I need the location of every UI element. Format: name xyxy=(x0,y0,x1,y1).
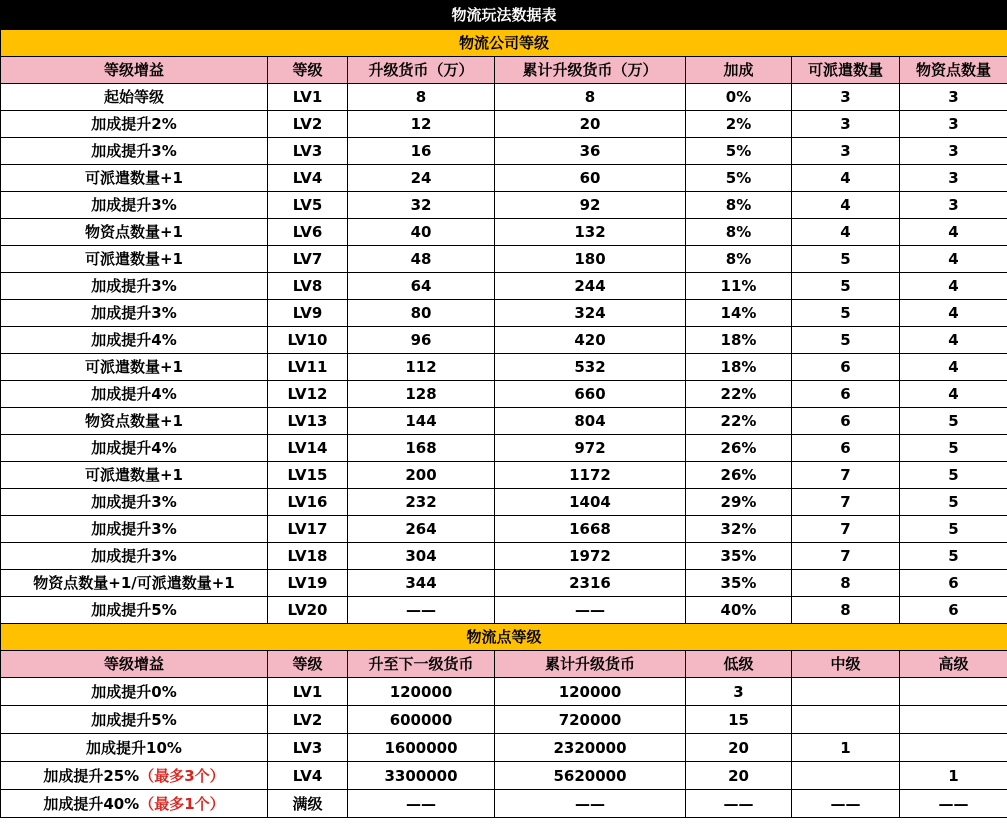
total-cost-cell: 132 xyxy=(495,219,686,246)
total-cost-cell: 20 xyxy=(495,111,686,138)
upgrade-cost-cell: 232 xyxy=(348,489,495,516)
gain-cell xyxy=(1,678,268,706)
gain-cell: 加成提升4% xyxy=(1,435,268,462)
bonus-cell: 8% xyxy=(686,192,792,219)
level-cell: LV13 xyxy=(268,408,348,435)
column-header: 等级 xyxy=(268,57,348,84)
company-table-row xyxy=(1,273,1007,300)
bonus-cell: 2% xyxy=(686,111,792,138)
column-header: 高级 xyxy=(900,651,1007,678)
total-cost-cell: 720000 xyxy=(495,706,686,734)
gain-cell xyxy=(1,762,268,790)
level-cell: LV15 xyxy=(268,462,348,489)
gain-cell: 物资点数量+1/可派遣数量+1 xyxy=(1,570,268,597)
mid-tier-cell xyxy=(792,706,900,734)
mid-tier-cell xyxy=(792,678,900,706)
company-table-row xyxy=(1,462,1007,489)
upgrade-cost-cell: 64 xyxy=(348,273,495,300)
next-level-cost-cell: —— xyxy=(348,790,495,818)
total-cost-cell: 1668 xyxy=(495,516,686,543)
level-cell: LV11 xyxy=(268,354,348,381)
dispatch-count-cell: 4 xyxy=(792,165,900,192)
company-table-row xyxy=(1,354,1007,381)
point-section-title: 物流点等级 xyxy=(1,624,1007,651)
bonus-cell: 5% xyxy=(686,165,792,192)
level-cell: LV5 xyxy=(268,192,348,219)
upgrade-cost-cell: 24 xyxy=(348,165,495,192)
level-cell: LV4 xyxy=(268,762,348,790)
upgrade-cost-cell: 8 xyxy=(348,84,495,111)
level-cell: LV1 xyxy=(268,678,348,706)
gain-cell: 物资点数量+1 xyxy=(1,219,268,246)
bonus-cell: 40% xyxy=(686,597,792,624)
bonus-cell: 14% xyxy=(686,300,792,327)
supply-point-count-cell: 4 xyxy=(900,354,1007,381)
mid-tier-cell xyxy=(792,762,900,790)
dispatch-count-cell: 7 xyxy=(792,462,900,489)
total-cost-cell: 2316 xyxy=(495,570,686,597)
gain-cell: 加成提升3% xyxy=(1,192,268,219)
upgrade-cost-cell: 12 xyxy=(348,111,495,138)
high-tier-cell xyxy=(900,734,1007,762)
level-cell: LV20 xyxy=(268,597,348,624)
supply-point-count-cell: 3 xyxy=(900,165,1007,192)
dispatch-count-cell: 6 xyxy=(792,381,900,408)
dispatch-count-cell: 5 xyxy=(792,327,900,354)
supply-point-count-cell: 3 xyxy=(900,138,1007,165)
gain-cell: 加成提升3% xyxy=(1,273,268,300)
company-table-row xyxy=(1,570,1007,597)
total-cost-cell: 532 xyxy=(495,354,686,381)
supply-point-count-cell: 4 xyxy=(900,381,1007,408)
gain-cell: 加成提升4% xyxy=(1,327,268,354)
point-table-row xyxy=(1,762,1007,790)
gain-cell: 加成提升3% xyxy=(1,138,268,165)
supply-point-count-cell: 5 xyxy=(900,516,1007,543)
mid-tier-cell: —— xyxy=(792,790,900,818)
supply-point-count-cell: 5 xyxy=(900,462,1007,489)
company-section-row xyxy=(1,30,1007,57)
company-table-row xyxy=(1,327,1007,354)
level-cell: LV19 xyxy=(268,570,348,597)
high-tier-cell xyxy=(900,706,1007,734)
upgrade-cost-cell: 200 xyxy=(348,462,495,489)
company-table-row xyxy=(1,516,1007,543)
dispatch-count-cell: 3 xyxy=(792,111,900,138)
upgrade-cost-cell: 96 xyxy=(348,327,495,354)
next-level-cost-cell: 120000 xyxy=(348,678,495,706)
level-cell: 满级 xyxy=(268,790,348,818)
next-level-cost-cell: 600000 xyxy=(348,706,495,734)
total-cost-cell: 180 xyxy=(495,246,686,273)
total-cost-cell: 60 xyxy=(495,165,686,192)
company-table-row xyxy=(1,381,1007,408)
point-table-row xyxy=(1,790,1007,818)
column-header: 加成 xyxy=(686,57,792,84)
column-header: 可派遣数量 xyxy=(792,57,900,84)
bonus-cell: 29% xyxy=(686,489,792,516)
gain-cell: 加成提升5% xyxy=(1,597,268,624)
bonus-cell: 8% xyxy=(686,246,792,273)
dispatch-count-cell: 6 xyxy=(792,408,900,435)
bonus-cell: 0% xyxy=(686,84,792,111)
level-cell: LV12 xyxy=(268,381,348,408)
total-cost-cell: 324 xyxy=(495,300,686,327)
supply-point-count-cell: 3 xyxy=(900,84,1007,111)
upgrade-cost-cell: 304 xyxy=(348,543,495,570)
dispatch-count-cell: 4 xyxy=(792,192,900,219)
supply-point-count-cell: 4 xyxy=(900,300,1007,327)
supply-point-count-cell: 4 xyxy=(900,246,1007,273)
dispatch-count-cell: 5 xyxy=(792,300,900,327)
max-count-note: （最多3个） xyxy=(139,766,225,785)
dispatch-count-cell: 7 xyxy=(792,489,900,516)
company-table-row xyxy=(1,246,1007,273)
level-cell: LV16 xyxy=(268,489,348,516)
level-cell: LV14 xyxy=(268,435,348,462)
high-tier-cell: —— xyxy=(900,790,1007,818)
gain-cell: 加成提升3% xyxy=(1,543,268,570)
upgrade-cost-cell: 168 xyxy=(348,435,495,462)
column-header: 等级增益 xyxy=(1,651,268,678)
supply-point-count-cell: 3 xyxy=(900,111,1007,138)
level-cell: LV4 xyxy=(268,165,348,192)
level-cell: LV6 xyxy=(268,219,348,246)
total-cost-cell: 2320000 xyxy=(495,734,686,762)
company-table-row xyxy=(1,84,1007,111)
company-section-title: 物流公司等级 xyxy=(1,30,1007,57)
company-table-row xyxy=(1,597,1007,624)
level-cell: LV17 xyxy=(268,516,348,543)
dispatch-count-cell: 7 xyxy=(792,543,900,570)
gain-cell: 可派遣数量+1 xyxy=(1,246,268,273)
low-tier-cell: 20 xyxy=(686,734,792,762)
total-cost-cell: 972 xyxy=(495,435,686,462)
bonus-cell: 26% xyxy=(686,462,792,489)
low-tier-cell: —— xyxy=(686,790,792,818)
total-cost-cell: 5620000 xyxy=(495,762,686,790)
company-table-row xyxy=(1,219,1007,246)
total-cost-cell: 1404 xyxy=(495,489,686,516)
level-cell: LV2 xyxy=(268,111,348,138)
company-table-row xyxy=(1,300,1007,327)
column-header: 物资点数量 xyxy=(900,57,1007,84)
upgrade-cost-cell: 128 xyxy=(348,381,495,408)
gain-text: 加成提升25% xyxy=(43,766,140,785)
gain-cell: 可派遣数量+1 xyxy=(1,462,268,489)
gain-text: 加成提升0% xyxy=(91,682,177,701)
gain-cell: 加成提升4% xyxy=(1,381,268,408)
total-cost-cell: 804 xyxy=(495,408,686,435)
next-level-cost-cell: 1600000 xyxy=(348,734,495,762)
total-cost-cell: 1172 xyxy=(495,462,686,489)
high-tier-cell: 1 xyxy=(900,762,1007,790)
total-cost-cell: —— xyxy=(495,790,686,818)
bonus-cell: 18% xyxy=(686,354,792,381)
gain-text: 加成提升10% xyxy=(86,738,182,757)
dispatch-count-cell: 3 xyxy=(792,84,900,111)
column-header: 累计升级货币（万） xyxy=(495,57,686,84)
gain-text: 加成提升5% xyxy=(91,710,177,729)
total-cost-cell: 244 xyxy=(495,273,686,300)
level-cell: LV8 xyxy=(268,273,348,300)
company-table-row xyxy=(1,408,1007,435)
bonus-cell: 8% xyxy=(686,219,792,246)
company-table-row xyxy=(1,192,1007,219)
supply-point-count-cell: 5 xyxy=(900,489,1007,516)
gain-cell xyxy=(1,706,268,734)
low-tier-cell: 3 xyxy=(686,678,792,706)
level-cell: LV2 xyxy=(268,706,348,734)
point-table-row xyxy=(1,734,1007,762)
upgrade-cost-cell: —— xyxy=(348,597,495,624)
total-cost-cell: 36 xyxy=(495,138,686,165)
column-header: 升级货币（万） xyxy=(348,57,495,84)
table-title: 物流玩法数据表 xyxy=(1,1,1007,30)
dispatch-count-cell: 4 xyxy=(792,219,900,246)
gain-cell xyxy=(1,790,268,818)
level-cell: LV7 xyxy=(268,246,348,273)
upgrade-cost-cell: 344 xyxy=(348,570,495,597)
upgrade-cost-cell: 112 xyxy=(348,354,495,381)
dispatch-count-cell: 8 xyxy=(792,597,900,624)
level-cell: LV1 xyxy=(268,84,348,111)
bonus-cell: 35% xyxy=(686,570,792,597)
column-header: 等级增益 xyxy=(1,57,268,84)
supply-point-count-cell: 5 xyxy=(900,543,1007,570)
company-table-row xyxy=(1,165,1007,192)
upgrade-cost-cell: 80 xyxy=(348,300,495,327)
column-header: 升至下一级货币 xyxy=(348,651,495,678)
high-tier-cell xyxy=(900,678,1007,706)
dispatch-count-cell: 6 xyxy=(792,435,900,462)
company-table-row xyxy=(1,138,1007,165)
total-cost-cell: 660 xyxy=(495,381,686,408)
bonus-cell: 32% xyxy=(686,516,792,543)
gain-cell: 加成提升2% xyxy=(1,111,268,138)
level-cell: LV3 xyxy=(268,138,348,165)
gain-cell: 加成提升3% xyxy=(1,489,268,516)
dispatch-count-cell: 8 xyxy=(792,570,900,597)
point-table-row xyxy=(1,706,1007,734)
point-header-row xyxy=(1,651,1007,678)
upgrade-cost-cell: 32 xyxy=(348,192,495,219)
level-cell: LV18 xyxy=(268,543,348,570)
supply-point-count-cell: 6 xyxy=(900,597,1007,624)
upgrade-cost-cell: 264 xyxy=(348,516,495,543)
level-cell: LV9 xyxy=(268,300,348,327)
upgrade-cost-cell: 144 xyxy=(348,408,495,435)
company-table-row xyxy=(1,489,1007,516)
supply-point-count-cell: 4 xyxy=(900,219,1007,246)
supply-point-count-cell: 4 xyxy=(900,327,1007,354)
bonus-cell: 5% xyxy=(686,138,792,165)
upgrade-cost-cell: 48 xyxy=(348,246,495,273)
dispatch-count-cell: 3 xyxy=(792,138,900,165)
dispatch-count-cell: 5 xyxy=(792,246,900,273)
supply-point-count-cell: 6 xyxy=(900,570,1007,597)
gain-cell: 加成提升3% xyxy=(1,516,268,543)
column-header: 累计升级货币 xyxy=(495,651,686,678)
dispatch-count-cell: 7 xyxy=(792,516,900,543)
title-row xyxy=(1,1,1007,30)
company-table-row xyxy=(1,543,1007,570)
gain-text: 加成提升40% xyxy=(43,794,140,813)
bonus-cell: 11% xyxy=(686,273,792,300)
gain-cell: 物资点数量+1 xyxy=(1,408,268,435)
gain-cell: 可派遣数量+1 xyxy=(1,354,268,381)
bonus-cell: 35% xyxy=(686,543,792,570)
total-cost-cell: 92 xyxy=(495,192,686,219)
gain-cell: 起始等级 xyxy=(1,84,268,111)
bonus-cell: 22% xyxy=(686,381,792,408)
upgrade-cost-cell: 16 xyxy=(348,138,495,165)
total-cost-cell: —— xyxy=(495,597,686,624)
gain-cell: 可派遣数量+1 xyxy=(1,165,268,192)
total-cost-cell: 420 xyxy=(495,327,686,354)
upgrade-cost-cell: 40 xyxy=(348,219,495,246)
column-header: 中级 xyxy=(792,651,900,678)
level-cell: LV3 xyxy=(268,734,348,762)
gain-cell xyxy=(1,734,268,762)
low-tier-cell: 15 xyxy=(686,706,792,734)
level-cell: LV10 xyxy=(268,327,348,354)
total-cost-cell: 1972 xyxy=(495,543,686,570)
point-section-row xyxy=(1,624,1007,651)
supply-point-count-cell: 4 xyxy=(900,273,1007,300)
column-header: 低级 xyxy=(686,651,792,678)
supply-point-count-cell: 5 xyxy=(900,408,1007,435)
total-cost-cell: 8 xyxy=(495,84,686,111)
company-header-row xyxy=(1,57,1007,84)
supply-point-count-cell: 3 xyxy=(900,192,1007,219)
next-level-cost-cell: 3300000 xyxy=(348,762,495,790)
bonus-cell: 26% xyxy=(686,435,792,462)
supply-point-count-cell: 5 xyxy=(900,435,1007,462)
dispatch-count-cell: 5 xyxy=(792,273,900,300)
bonus-cell: 22% xyxy=(686,408,792,435)
point-table-row xyxy=(1,678,1007,706)
total-cost-cell: 120000 xyxy=(495,678,686,706)
gain-cell: 加成提升3% xyxy=(1,300,268,327)
mid-tier-cell: 1 xyxy=(792,734,900,762)
low-tier-cell: 20 xyxy=(686,762,792,790)
company-table-row xyxy=(1,435,1007,462)
max-count-note: （最多1个） xyxy=(139,794,225,813)
bonus-cell: 18% xyxy=(686,327,792,354)
column-header: 等级 xyxy=(268,651,348,678)
company-table-row xyxy=(1,111,1007,138)
dispatch-count-cell: 6 xyxy=(792,354,900,381)
